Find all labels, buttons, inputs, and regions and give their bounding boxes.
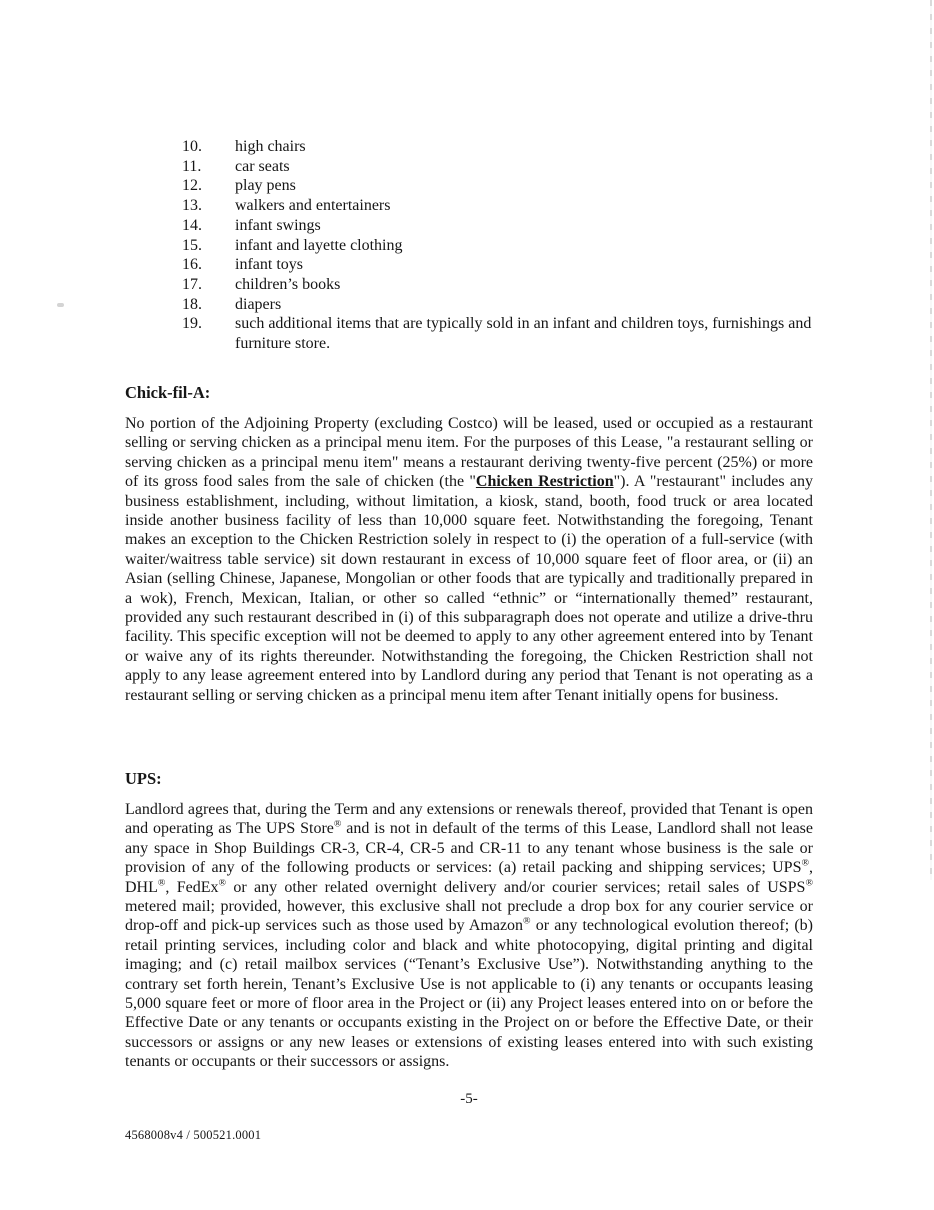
- list-item-text: play pens: [235, 177, 296, 195]
- registered-trademark-symbol: ®: [333, 819, 342, 831]
- text-run: , FedEx: [165, 878, 219, 896]
- list-item-text: high chairs: [235, 138, 306, 155]
- scan-edge-artifact: [930, 0, 932, 880]
- section-heading-ups: UPS:: [125, 769, 162, 788]
- registered-trademark-symbol: ®: [157, 877, 166, 889]
- list-item-text: children’s books: [235, 275, 341, 293]
- section-heading-chick-fil-a: Chick-fil-A:: [125, 383, 211, 402]
- exclusive-items-list: [182, 137, 814, 354]
- list-item: [182, 314, 814, 353]
- chick-fil-a-paragraph: [125, 414, 813, 705]
- list-item-number: 11.: [182, 157, 202, 175]
- list-item: [182, 255, 814, 275]
- list-item-text: such additional items that are typically sold in an infant and children toys, furnishings and furniture store.: [235, 315, 812, 353]
- list-item-number: 12.: [182, 177, 202, 195]
- list-item-number: 18.: [182, 295, 202, 313]
- list-item: [182, 176, 814, 196]
- section-ups: [125, 769, 813, 1072]
- list-item-number: 17.: [182, 275, 202, 293]
- list-item-text: infant swings: [235, 216, 321, 234]
- list-item-number: 14.: [182, 216, 202, 234]
- text-run: metered mail; provided, however, this exclusive shall not preclude a drop box for any courier service or drop-off and pick-up services such as those used by Amazon: [125, 898, 813, 935]
- registered-trademark-symbol: ®: [801, 857, 809, 869]
- list-item: [182, 137, 814, 157]
- registered-trademark-symbol: ®: [805, 877, 813, 889]
- list-item-text: car seats: [235, 157, 290, 175]
- text-run: or any technological evolution thereof; (b) retail printing services, including color and black and white photocopying, digital printing and digital imaging; and (c) retail mailbox services (“Tenant’s Exclusive Use”). Notwithstanding anything to the contrary set forth herein, Tenant’s Exclusive Use is not applicable to (i) any tenants or occupants leasing 5,000 square feet or more of floor area in the Project or (ii) any Project leases entered into on or before the Effective Date or any tenants or occupants existing in the Project on or before the Effective Date, or their successors or assigns or any new leases or extensions of existing leases entered into with such existing tenants or occupants or their successors or assigns.: [125, 917, 813, 1071]
- section-chick-fil-a: [125, 383, 813, 705]
- list-item-number: 10.: [182, 138, 202, 155]
- scan-speck-artifact: [57, 303, 64, 307]
- defined-term: Chicken Restriction: [475, 473, 614, 491]
- text-run: , DHL: [125, 859, 813, 896]
- list-item-number: 19.: [182, 315, 202, 333]
- list-item: [182, 275, 814, 295]
- document-reference-number: 4568008v4 / 500521.0001: [125, 1128, 262, 1142]
- list-item-text: diapers: [235, 295, 282, 313]
- list-item: [182, 295, 814, 315]
- text-run: No portion of the Adjoining Property (excluding Costco) will be leased, used or occupied as a restaurant selling or serving chicken as a principal menu item. For the purposes of this Lease, "a restaurant selling or serving chicken as a principal menu item" means a restaurant deriving twenty-five percent (25%) or more of its gross food sales from the sale of chicken (the ": [125, 415, 813, 491]
- text-run: Landlord agrees that, during the Term and any extensions or renewals thereof, provided that Tenant is open and operating as The UPS Store: [125, 801, 813, 838]
- text-run: and is not in default of the terms of this Lease, Landlord shall not lease any space in Shop Buildings CR-3, CR-4, CR-5 and CR-11 to any tenant whose business is the sale or provision of any of the following products or services: (a) retail packing and shipping services; UPS: [125, 820, 814, 877]
- list-item: [182, 196, 814, 216]
- list-item: [182, 157, 814, 177]
- list-item-number: 16.: [182, 256, 202, 274]
- text-run: or any other related overnight delivery and/or courier services; retail sales of USPS: [226, 878, 806, 896]
- list-item-number: 13.: [182, 197, 202, 215]
- list-item-number: 15.: [182, 236, 202, 254]
- text-run: "). A "restaurant" includes any business establishment, including, without limitation, a kiosk, stand, booth, food truck or area located inside another business facility of less than 10,000 square feet. Notwithstanding the foregoing, Tenant makes an exception to the Chicken Restriction solely in respect to (i) the operation of a full-service (with waiter/waitress table service) sit down restaurant in excess of 10,000 square feet of floor area, or (ii) an Asian (selling Chinese, Japanese, Mongolian or other foods that are typically and traditionally prepared in a wok), French, Mexican, Italian, or other so called “ethnic” or “internationally themed” restaurant, provided any such restaurant described in (i) of this subparagraph does not operate and utilize a drive-thru facility. This specific exception will not be deemed to apply to any other agreement entered into by Tenant or waive any of its rights thereunder. Notwithstanding the foregoing, the Chicken Restriction shall not apply to any lease agreement entered into by Landlord during any period that Tenant is not operating as a restaurant selling or serving chicken as a principal menu item after Tenant initially opens for business.: [125, 473, 814, 704]
- list-item-text: infant toys: [235, 256, 303, 274]
- list-item: [182, 216, 814, 236]
- list-item: [182, 236, 814, 256]
- page-number: -5-: [460, 1091, 478, 1107]
- registered-trademark-symbol: ®: [523, 916, 531, 928]
- list-item-text: walkers and entertainers: [235, 197, 391, 215]
- ups-paragraph: [125, 800, 813, 1072]
- list-item-text: infant and layette clothing: [235, 236, 403, 254]
- registered-trademark-symbol: ®: [218, 877, 227, 889]
